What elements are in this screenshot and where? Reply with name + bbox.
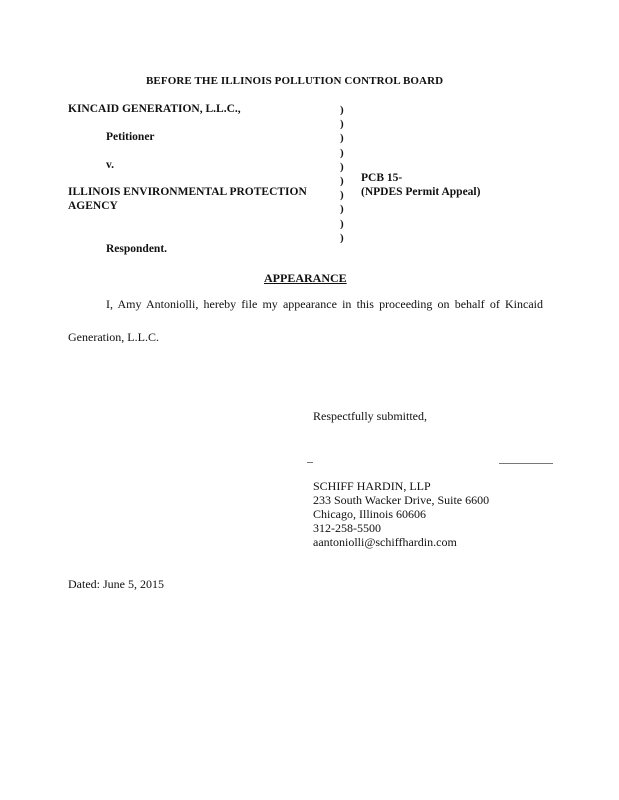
- signature-line-left: [307, 462, 313, 463]
- appearance-line2: Generation, L.L.C.: [68, 330, 159, 344]
- respondent-name-line2: AGENCY: [68, 200, 118, 212]
- caption-paren: ): [340, 174, 344, 187]
- signature-closing: Respectfully submitted,: [313, 409, 427, 423]
- caption-paren: ): [340, 231, 344, 244]
- versus-label: v.: [106, 159, 114, 171]
- caption-paren: ): [340, 132, 344, 145]
- caption-paren: ): [340, 160, 344, 173]
- board-title: BEFORE THE ILLINOIS POLLUTION CONTROL BOARD: [146, 75, 444, 87]
- caption-paren: ): [340, 118, 344, 131]
- caption-paren: ): [340, 189, 344, 202]
- firm-name: SCHIFF HARDIN, LLP: [313, 479, 431, 493]
- case-type: (NPDES Permit Appeal): [361, 186, 481, 198]
- petitioner-name: KINCAID GENERATION, L.L.C.,: [68, 103, 241, 115]
- firm-email: aantoniolli@schiffhardin.com: [313, 535, 457, 549]
- caption-paren: ): [340, 146, 344, 159]
- appearance-heading: APPEARANCE: [264, 271, 347, 285]
- caption-paren-column: [340, 103, 350, 245]
- caption-paren: ): [340, 104, 344, 116]
- appearance-line1: I, Amy Antoniolli, hereby file my appearance in this proceeding on behalf of Kincaid: [106, 297, 543, 311]
- petitioner-role: Petitioner: [106, 131, 155, 143]
- signature-line-right: [499, 463, 553, 464]
- respondent-role: Respondent.: [106, 243, 168, 255]
- caption-paren: ): [340, 217, 344, 230]
- dated-line: Dated: June 5, 2015: [68, 577, 164, 591]
- firm-phone: 312-258-5500: [313, 521, 381, 535]
- caption-paren: ): [340, 203, 344, 216]
- case-number: PCB 15-: [361, 172, 403, 184]
- firm-address1: 233 South Wacker Drive, Suite 6600: [313, 493, 490, 507]
- firm-address2: Chicago, Illinois 60606: [313, 507, 426, 521]
- respondent-name-line1: ILLINOIS ENVIRONMENTAL PROTECTION: [68, 186, 307, 198]
